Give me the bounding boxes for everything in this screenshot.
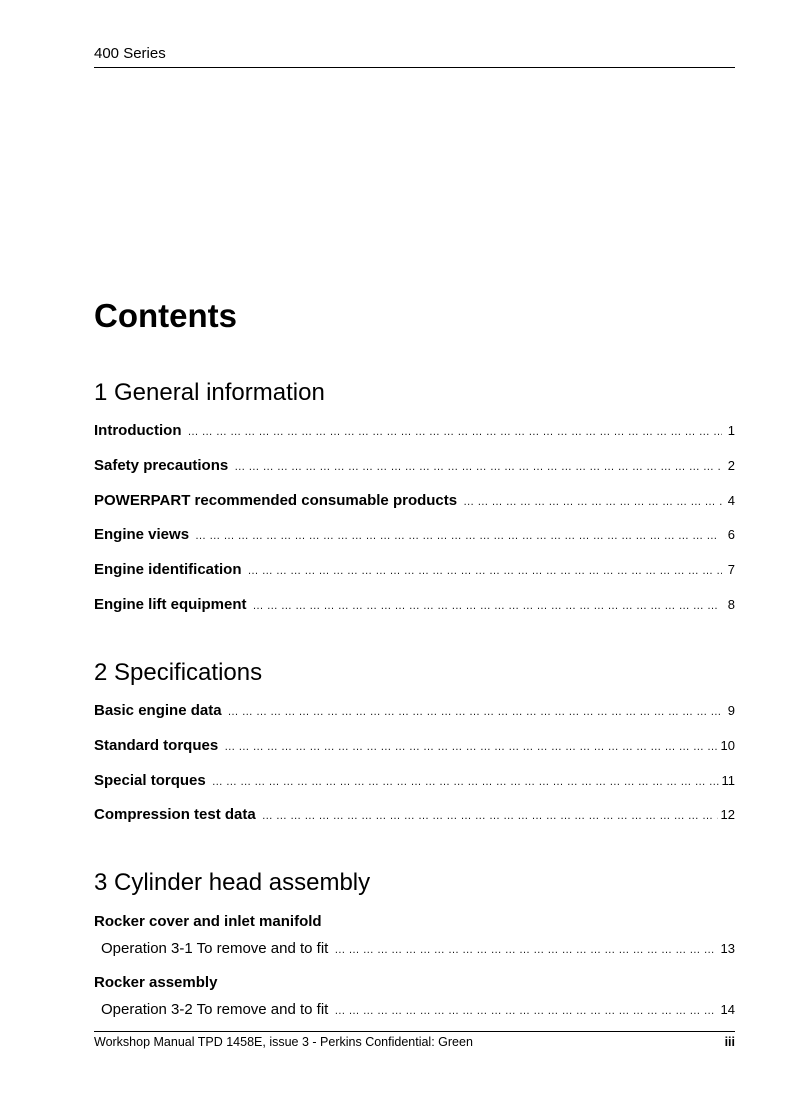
footer-page-number: iii: [724, 1035, 735, 1049]
page-title: Contents: [94, 297, 237, 334]
dot-leader: [187, 422, 722, 442]
toc-entry-page: 9: [727, 703, 735, 718]
toc-entry-page: 14: [720, 1002, 735, 1017]
toc-group-rocker-assembly: Rocker assembly: [94, 974, 218, 991]
toc-entry-page: 4: [727, 493, 735, 508]
dot-leader: [195, 526, 722, 546]
toc-entry-page: 12: [720, 807, 735, 822]
toc-group-rocker-cover-inlet-manifold: Rocker cover and inlet manifold: [94, 913, 322, 930]
toc-entry-title: Standard torques: [94, 737, 219, 754]
toc-entry-operation-3-2[interactable]: [101, 1000, 735, 1020]
footer-text: Workshop Manual TPD 1458E, issue 3 - Perkins Confidential: Green: [94, 1035, 473, 1049]
section-heading-cylinder-head-assembly: 3 Cylinder head assembly: [94, 869, 371, 896]
section-heading-general-information: 1 General information: [94, 379, 325, 406]
section-heading-specifications: 2 Specifications: [94, 659, 263, 686]
toc-entry-page: 1: [727, 423, 735, 438]
toc-entry-special-torques[interactable]: [94, 771, 735, 791]
dot-leader: [212, 772, 719, 792]
dot-leader: [228, 702, 722, 722]
dot-leader: [248, 561, 722, 581]
dot-leader: [334, 940, 717, 960]
toc-entry-page: 10: [720, 738, 735, 753]
toc-entry-title: Engine lift equipment: [94, 596, 247, 613]
footer-rule: [94, 1031, 735, 1032]
dot-leader: [224, 737, 717, 757]
running-header: 400 Series: [94, 45, 166, 62]
header-rule: [94, 67, 735, 68]
toc-entry-operation-3-1[interactable]: [101, 939, 735, 959]
dot-leader: [334, 1001, 717, 1021]
toc-entry-page: 11: [721, 773, 735, 788]
toc-entry-engine-views[interactable]: [94, 525, 735, 545]
toc-entry-page: 8: [727, 597, 735, 612]
toc-entry-introduction[interactable]: [94, 421, 735, 441]
dot-leader: [253, 596, 723, 616]
toc-entry-compression-test-data[interactable]: [94, 805, 735, 825]
toc-entry-page: 13: [720, 941, 735, 956]
toc-entry-standard-torques[interactable]: [94, 736, 735, 756]
toc-entry-title: POWERPART recommended consumable products: [94, 492, 458, 509]
dot-leader: [234, 457, 722, 477]
toc-entry-safety-precautions[interactable]: [94, 456, 735, 476]
toc-entry-powerpart-products[interactable]: [94, 491, 735, 511]
toc-entry-title: Engine views: [94, 526, 190, 543]
toc-entry-basic-engine-data[interactable]: [94, 701, 735, 721]
toc-entry-title: Safety precautions: [94, 457, 229, 474]
toc-entry-engine-identification[interactable]: [94, 560, 735, 580]
toc-entry-page: 6: [727, 527, 735, 542]
toc-entry-title: Compression test data: [94, 806, 256, 823]
toc-entry-page: 7: [727, 562, 735, 577]
toc-entry-title: Special torques: [94, 772, 206, 789]
toc-entry-title: Introduction: [94, 422, 182, 439]
toc-entry-engine-lift-equipment[interactable]: [94, 595, 735, 615]
toc-entry-title: Operation 3-2 To remove and to fit: [101, 1001, 329, 1018]
dot-leader: [262, 806, 718, 826]
toc-entry-title: Engine identification: [94, 561, 242, 578]
toc-entry-title: Basic engine data: [94, 702, 222, 719]
toc-entry-page: 2: [727, 458, 735, 473]
dot-leader: [463, 492, 722, 512]
toc-entry-title: Operation 3-1 To remove and to fit: [101, 940, 329, 957]
